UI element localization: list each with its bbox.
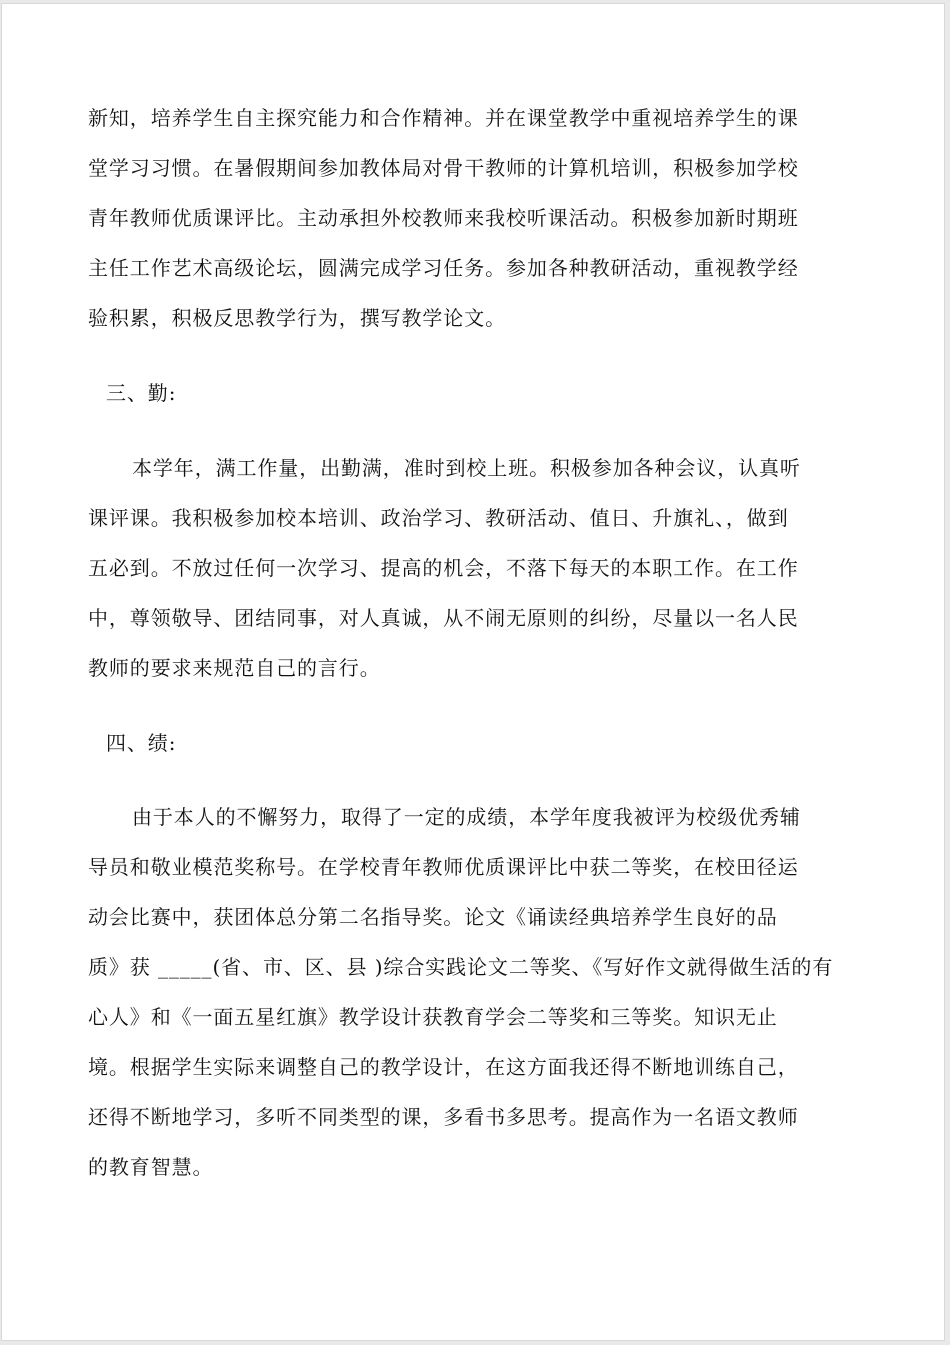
paragraph-line: 由于本人的不懈努力，取得了一定的成绩，本学年度我被评为校级优秀辅 <box>132 805 801 829</box>
paragraph-line: 中，尊领敬导、团结同事，对人真诚，从不闹无原则的纠纷，尽量以一名人民 <box>88 606 799 630</box>
document-page <box>1 3 945 1341</box>
paragraph-line: 验积累，积极反思教学行为，撰写教学论文。 <box>88 306 506 330</box>
paragraph-line: 主任工作艺术高级论坛，圆满完成学习任务。参加各种教研活动，重视教学经 <box>88 256 799 280</box>
paragraph-line: 课评课。我积极参加校本培训、政治学习、教研活动、值日、升旗礼、，做到 <box>88 506 789 530</box>
paragraph-line: 动会比赛中，获团体总分第二名指导奖。论文《诵读经典培养学生良好的品 <box>88 905 778 929</box>
paragraph-line: 本学年，满工作量，出勤满，准时到校上班。积极参加各种会议，认真听 <box>132 456 801 480</box>
paragraph-line: 教师的要求来规范自己的言行。 <box>88 656 381 680</box>
paragraph-line: 心人》和《一面五星红旗》教学设计获教育学会二等奖和三等奖。知识无止 <box>88 1005 778 1029</box>
section-heading-diligence: 三、勤: <box>106 381 177 405</box>
section-heading-achievements: 四、绩: <box>106 731 177 755</box>
paragraph-line: 境。根据学生实际来调整自己的教学设计，在这方面我还得不断地训练自己， <box>88 1055 799 1079</box>
paragraph-line: 堂学习习惯。在暑假期间参加教体局对骨干教师的计算机培训，积极参加学校 <box>88 156 799 180</box>
paragraph-line: 青年教师优质课评比。主动承担外校教师来我校听课活动。积极参加新时期班 <box>88 206 799 230</box>
paragraph-line: 的教育智慧。 <box>88 1155 214 1179</box>
paragraph-line: 导员和敬业模范奖称号。在学校青年教师优质课评比中获二等奖，在校田径运 <box>88 855 799 879</box>
paragraph-line: 五必到。不放过任何一次学习、提高的机会，不落下每天的本职工作。在工作 <box>88 556 799 580</box>
paragraph-line: 还得不断地学习，多听不同类型的课，多看书多思考。提高作为一名语文教师 <box>88 1105 799 1129</box>
paragraph-line: 质》获 _____(省、市、区、县 )综合实践论文二等奖、《写好作文就得做生活的有 <box>88 955 834 979</box>
paragraph-line: 新知，培养学生自主探究能力和合作精神。并在课堂教学中重视培养学生的课 <box>88 106 799 130</box>
